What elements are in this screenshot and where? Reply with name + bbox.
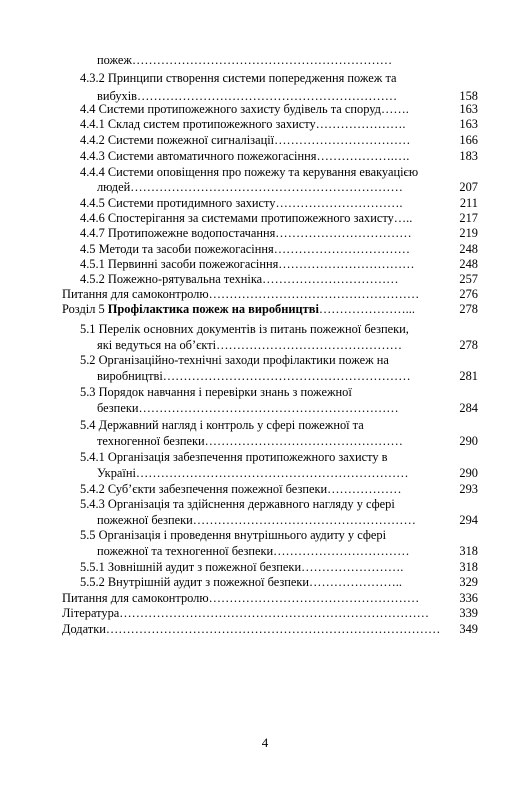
toc-entry-text: 4.4.1 Склад систем протипожежного захисту………………….: [80, 117, 406, 131]
toc-page-number: 278: [459, 338, 478, 352]
toc-entry-text: 4.4.2 Системи пожежної сигналізації……………………………: [80, 133, 411, 147]
toc-page-number: 318: [459, 544, 478, 558]
toc-entry-text: 4.4.5 Системи протидимного захисту………………………….: [80, 196, 403, 210]
toc-page-number: 290: [459, 466, 478, 480]
toc-page-number: 318: [459, 560, 478, 574]
toc-entry-text: людей…………………………………………………………: [97, 180, 403, 194]
toc-entry-text: 4.3.2 Принципи створення системи попередження пожеж та: [80, 71, 397, 85]
toc-page-number: 183: [459, 149, 478, 163]
toc-entry-text: Україні…………………………………………………………: [97, 466, 409, 480]
toc-page-number: 158: [459, 89, 478, 103]
toc-line: [0, 69, 530, 87]
toc-page-number: 281: [459, 369, 478, 383]
toc-entry-text: 4.4.6 Спостерігання за системами протипожежного захисту…..: [80, 211, 413, 225]
toc-entry-text: 5.3 Порядок навчання і перевірки знань з пожежної: [80, 385, 352, 399]
toc-entry-text: 4.5.2 Пожежно-рятувальна техніка……………………………: [80, 272, 399, 286]
toc-page-number: 339: [459, 606, 478, 620]
toc-page-number: 166: [459, 133, 478, 147]
section-dots: …………………...: [318, 302, 415, 316]
toc-entry-text: Питання для самоконтролю……………………………………………: [62, 287, 420, 301]
toc-entry-text: 4.5.1 Первинні засоби пожежогасіння……………………………: [80, 257, 415, 271]
toc-page-number: 248: [459, 257, 478, 271]
toc-page-number: 248: [459, 242, 478, 256]
toc-line: [0, 399, 530, 417]
toc-entry-text: Додатки………………………………………………………………………: [62, 622, 440, 636]
toc-page-number: 349: [459, 622, 478, 636]
toc-entry-text: 5.5 Організація і проведення внутрішнього аудиту у сфері: [80, 528, 387, 542]
toc-page-number: 284: [459, 401, 478, 415]
toc-line: [0, 620, 530, 638]
toc-entry-text: 5.4.3 Організація та здійснення державного нагляду у сфері: [80, 497, 395, 511]
toc-page-number: 294: [459, 513, 478, 527]
toc-page-number: 217: [459, 211, 478, 225]
toc-entry-text: 4.5 Методи та засоби пожежогасіння……………………………: [80, 242, 410, 256]
toc-page-number: 290: [459, 434, 478, 448]
toc-entry-text: вибухів………………………………………………………: [97, 89, 398, 103]
toc-page-number: 336: [459, 591, 478, 605]
toc-entry-text: 5.5.1 Зовнішній аудит з пожежної безпеки…………………….: [80, 560, 404, 574]
toc-page-number: 211: [459, 196, 478, 210]
toc-entry-text: 4.4.3 Системи автоматичного пожежогасіння……………….….: [80, 149, 410, 163]
toc-entry-text: 5.4 Державний нагляд і контроль у сфері пожежної та: [80, 418, 364, 432]
toc-page-number: 163: [459, 102, 478, 116]
toc-entry-text: 5.4.1 Організація забезпечення протипожежного захисту в: [80, 450, 388, 464]
toc-entry-text: пожежної безпеки………………………………………………: [97, 513, 416, 527]
toc-entry-text: безпеки………………………………………………………: [97, 401, 399, 415]
toc-page-number: 219: [459, 226, 478, 240]
toc-page-number: 276: [459, 287, 478, 301]
toc-entry-text: 4.4.7 Протипожежне водопостачання……………………………: [80, 226, 412, 240]
toc-entry-text: 4.4 Системи протипожежного захисту будівель та споруд…….: [80, 102, 409, 116]
toc-page-number: 278: [459, 302, 478, 316]
toc-entry-text: 5.1 Перелік основних документів із питань пожежної безпеки,: [80, 322, 409, 336]
toc-entry-text: Література…………………………………………………………………: [62, 606, 430, 620]
toc-entry-text: пожежної та техногенної безпеки……………………………: [97, 544, 410, 558]
section-title: Профілактика пожеж на виробництві: [107, 302, 319, 316]
toc-entry-text: 4.4.4 Системи оповіщення про пожежу та керування евакуацією: [80, 165, 419, 179]
toc-entry-text: 5.2 Організаційно-технічні заходи профілактики пожеж на: [80, 353, 389, 367]
toc-page-number: 329: [459, 575, 478, 589]
toc-page-number: 293: [459, 482, 478, 496]
toc-page-number: 257: [459, 272, 478, 286]
page-number: 4: [261, 735, 269, 750]
section-prefix: Розділ 5: [62, 302, 108, 316]
toc-entry-text: 5.5.2 Внутрішній аудит з пожежної безпеки…………………..: [80, 575, 402, 589]
toc-entry-text: техногенної безпеки…………………………………………: [97, 434, 403, 448]
toc-page-number: 207: [459, 180, 478, 194]
toc-page-number: 163: [459, 117, 478, 131]
toc-section-heading: [0, 300, 530, 318]
toc-entry-text: Питання для самоконтролю……………………………………………: [62, 591, 420, 605]
toc-line: [0, 51, 530, 69]
toc-entry-text: 5.4.2 Суб’єкти забезпечення пожежної безпеки………………: [80, 482, 402, 496]
toc-entry-text: які ведуться на об’єкті………………………………………: [97, 338, 402, 352]
toc-entry-text: виробництві……………………………………………………: [97, 369, 411, 383]
toc-entry-text: пожеж………………………………………………………: [97, 53, 393, 67]
